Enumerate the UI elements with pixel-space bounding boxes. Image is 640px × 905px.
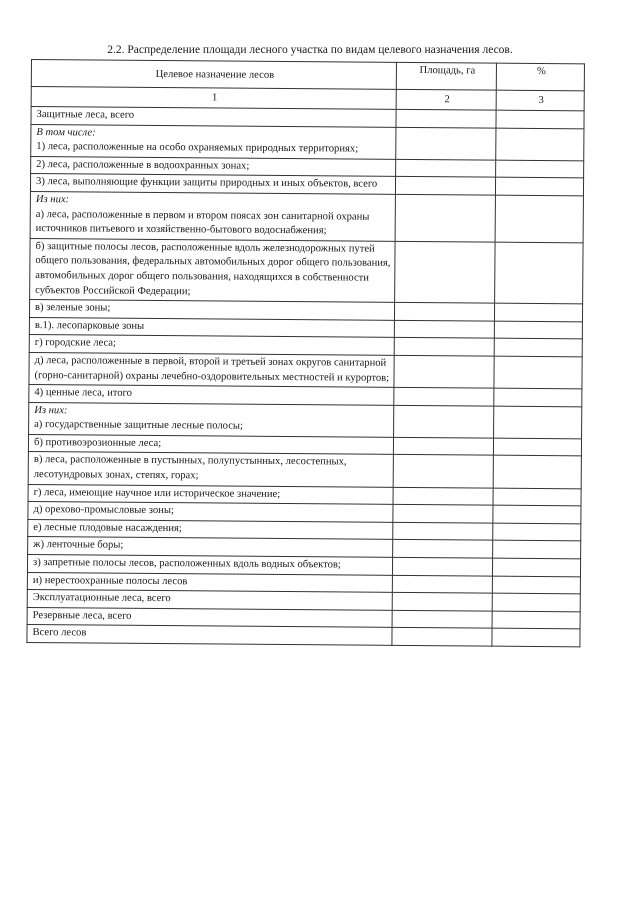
row-area-cell[interactable]	[392, 593, 492, 611]
row-percent-cell[interactable]	[496, 110, 584, 128]
row-label: в) зеленые зоны;	[29, 300, 394, 320]
row-label-text: а) леса, расположенные в первом и втором поясах зон санитарной охраны источников питьевого и хозяйственно-бытового водоснабжения;	[35, 208, 370, 237]
row-label: Резервные леса, всего	[27, 607, 392, 627]
row-area-cell[interactable]	[396, 159, 496, 177]
row-percent-cell[interactable]	[496, 128, 584, 161]
row-area-cell[interactable]	[394, 405, 494, 438]
row-area-cell[interactable]	[395, 241, 495, 303]
row-area-cell[interactable]	[393, 437, 493, 455]
column-number-1: 1	[31, 87, 396, 110]
row-area-cell[interactable]	[393, 540, 493, 558]
row-area-cell[interactable]	[393, 487, 493, 505]
table-row	[30, 238, 583, 304]
row-percent-cell[interactable]	[495, 242, 583, 304]
header-percent: %	[496, 63, 584, 91]
forest-purpose-table	[26, 59, 585, 647]
row-percent-cell[interactable]	[492, 629, 580, 647]
row-percent-cell[interactable]	[492, 593, 580, 611]
row-label-text: 1) леса, расположенные на особо охраняемых природных территориях;	[36, 141, 359, 155]
row-label: б) противоэрозионные леса;	[28, 434, 393, 454]
row-label: в) леса, расположенные в пустынных, полупустынных, лесостепных, лесотундровых зонах, степях, горах;	[28, 452, 393, 487]
row-label: г) городские леса;	[29, 335, 394, 355]
row-percent-cell[interactable]	[493, 456, 581, 489]
row-percent-cell[interactable]	[495, 178, 583, 196]
row-label: 2) леса, расположенные в водоохранных зонах;	[31, 156, 396, 176]
row-area-cell[interactable]	[392, 610, 492, 628]
row-area-cell[interactable]	[393, 455, 493, 488]
row-percent-cell[interactable]	[493, 488, 581, 506]
row-percent-cell[interactable]	[494, 321, 582, 339]
row-area-cell[interactable]	[394, 302, 494, 320]
row-percent-cell[interactable]	[494, 303, 582, 321]
table-row	[27, 625, 580, 647]
row-label: з) запретные полосы лесов, расположенных вдоль водных объектов;	[27, 555, 392, 575]
row-label: Защитные леса, всего	[31, 107, 396, 127]
table-row	[29, 402, 582, 439]
row-label	[29, 402, 394, 437]
row-label	[30, 191, 395, 241]
row-percent-cell[interactable]	[492, 576, 580, 594]
row-label: ж) ленточные боры;	[28, 537, 393, 557]
table-row	[28, 452, 581, 489]
table-row	[30, 191, 583, 242]
row-label: г) леса, имеющие научное или историческое значение;	[28, 484, 393, 504]
row-label: Эксплуатационные леса, всего	[27, 590, 392, 610]
row-percent-cell[interactable]	[493, 541, 581, 559]
row-label: б) защитные полосы лесов, расположенные вдоль железнодорожных путей общего пользования, федеральных автомобильных дорог общего пользования, автомобильных дорог общего пользования, находящихся в собственности субъектов Российской Федерации;	[30, 238, 395, 302]
row-percent-cell[interactable]	[494, 356, 582, 389]
table-row	[29, 352, 582, 389]
row-percent-cell[interactable]	[495, 195, 583, 242]
row-area-cell[interactable]	[393, 522, 493, 540]
row-label: 3) леса, выполняющие функции защиты природных и иных объектов, всего	[30, 174, 395, 194]
row-percent-cell[interactable]	[493, 438, 581, 456]
column-number-2: 2	[396, 89, 496, 110]
row-label-prefix: В том числе:	[36, 126, 96, 139]
row-area-cell[interactable]	[396, 127, 496, 160]
row-label: и) нерестоохранные полосы лесов	[27, 572, 392, 592]
table-row	[31, 124, 584, 161]
row-label-text: а) государственные защитные лесные полосы;	[34, 419, 244, 432]
row-area-cell[interactable]	[396, 109, 496, 127]
row-percent-cell[interactable]	[496, 160, 584, 178]
row-area-cell[interactable]	[395, 194, 495, 242]
header-purpose: Целевое назначение лесов	[31, 60, 396, 90]
row-label: в.1). лесопарковые зоны	[29, 317, 394, 337]
table-caption: 2.2. Распределение площади лесного участка по видам целевого назначения лесов.	[107, 44, 513, 56]
header-area: Площадь, га	[396, 62, 496, 90]
row-area-cell[interactable]	[394, 355, 494, 388]
row-percent-cell[interactable]	[494, 388, 582, 406]
row-area-cell[interactable]	[392, 557, 492, 575]
row-label-prefix: Из них:	[34, 404, 68, 416]
table-body	[27, 107, 584, 647]
row-percent-cell[interactable]	[493, 523, 581, 541]
row-percent-cell[interactable]	[492, 611, 580, 629]
row-area-cell[interactable]	[395, 177, 495, 195]
row-percent-cell[interactable]	[492, 558, 580, 576]
row-area-cell[interactable]	[394, 338, 494, 356]
row-area-cell[interactable]	[392, 628, 492, 646]
row-label: Всего лесов	[27, 625, 392, 645]
row-area-cell[interactable]	[392, 575, 492, 593]
row-label-prefix: Из них:	[35, 194, 70, 206]
row-label: е) лесные плодовые насаждения;	[28, 519, 393, 539]
row-label: д) орехово-промысловые зоны;	[28, 502, 393, 522]
row-area-cell[interactable]	[394, 387, 494, 405]
row-label: д) леса, расположенные в первой, второй и третьей зонах округов санитарной (горно-санитарной) охраны лечебно-оздоровительных местностей и курортов;	[29, 352, 394, 387]
row-label	[31, 124, 396, 159]
header-row	[31, 60, 584, 91]
row-area-cell[interactable]	[393, 505, 493, 523]
row-label: 4) ценные леса, итого	[29, 385, 394, 405]
column-number-3: 3	[496, 90, 584, 111]
row-percent-cell[interactable]	[494, 338, 582, 356]
row-percent-cell[interactable]	[494, 406, 582, 439]
row-area-cell[interactable]	[394, 320, 494, 338]
row-percent-cell[interactable]	[493, 505, 581, 523]
